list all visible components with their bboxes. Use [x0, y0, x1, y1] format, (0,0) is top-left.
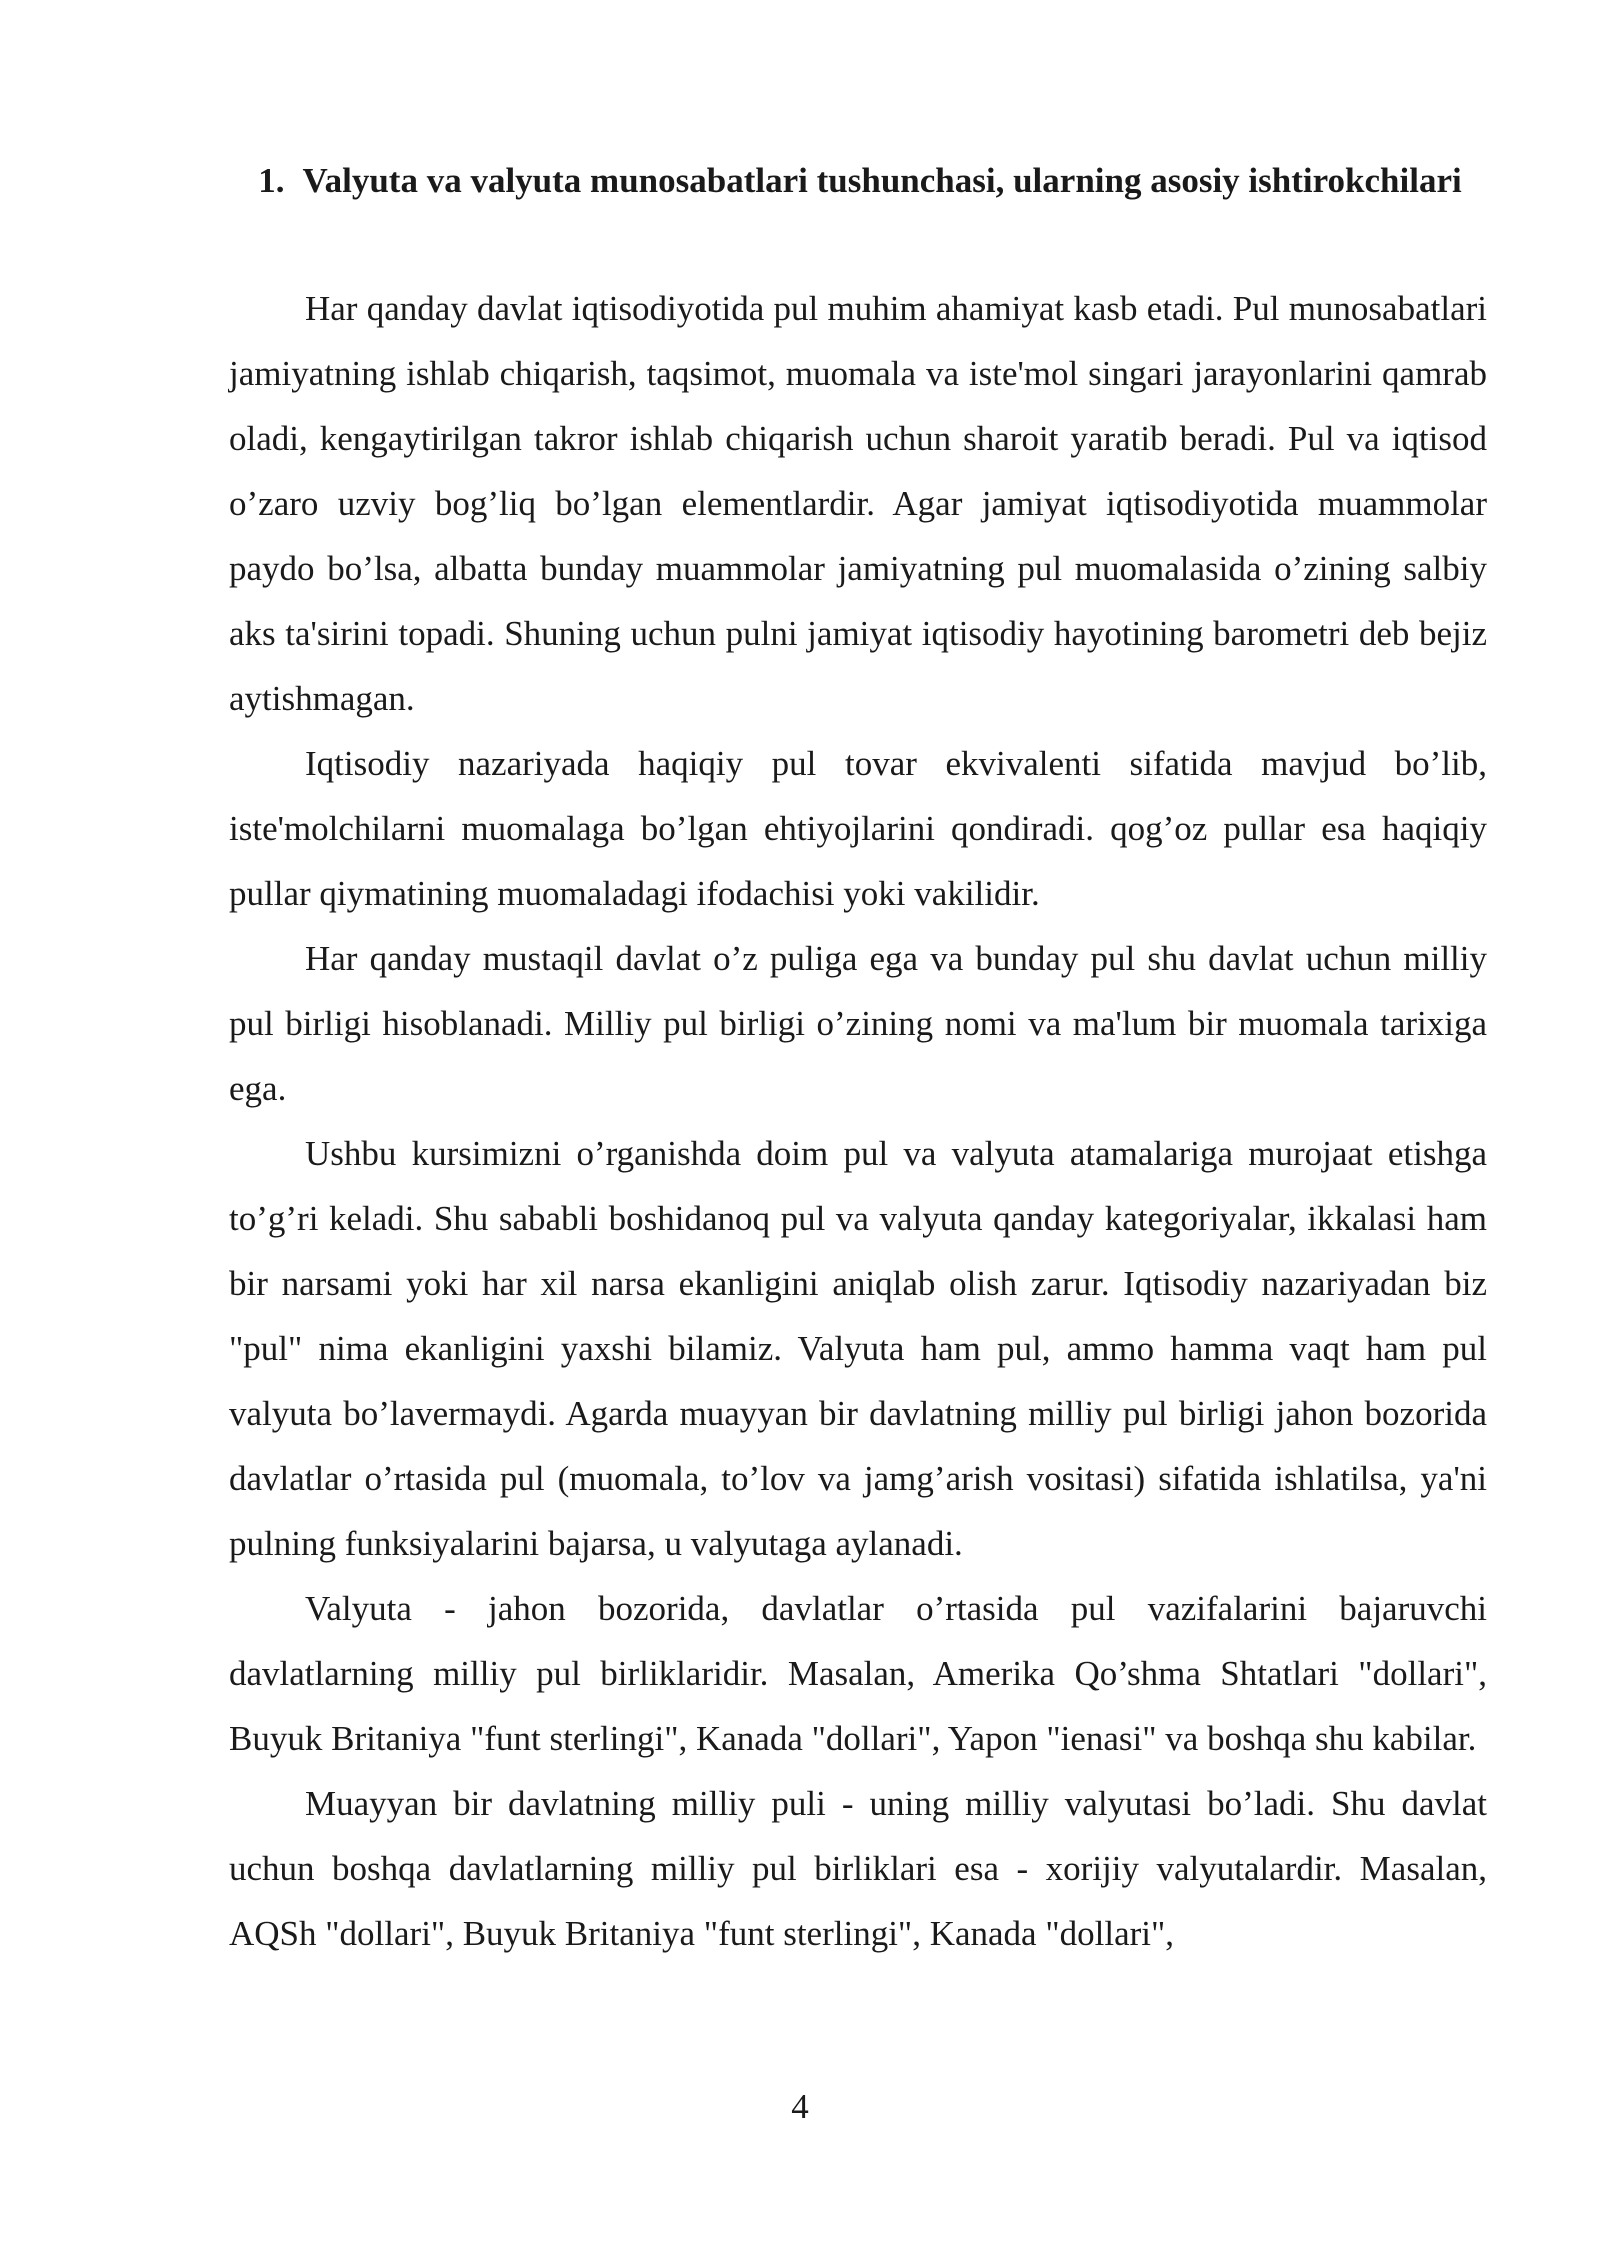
paragraph: Ushbu kursimizni o’rganishda doim pul va valyuta atamalariga murojaat etishga to’g’ri keladi. Shu sababli boshidanoq pul va valyuta qanday kategoriyalar, ikkalasi ham bir narsami yoki har xil narsa ekanligini aniqlab olish zarur. Iqtisodiy nazariyadan biz "pul" nima ekanligini yaxshi bilamiz. Valyuta ham pul, ammo hamma vaqt ham pul valyuta bo’lavermaydi. Agarda muayyan bir davlatning milliy pul birligi jahon bozorida davlatlar o’rtasida pul (muomala, to’lov va jamg’arish vositasi) sifatida ishlatilsa, ya'ni pulning funksiyalarini bajarsa, u valyutaga aylanadi.: [229, 1134, 1487, 1563]
paragraph: Iqtisodiy nazariyada haqiqiy pul tovar ekvivalenti sifatida mavjud bo’lib, iste'molchilarni muomalaga bo’lgan ehtiyojlarini qondiradi. qog’oz pullar esa haqiqiy pullar qiymatining muomaladagi ifodachisi yoki vakilidir.: [229, 744, 1487, 913]
section-heading: [230, 148, 1490, 213]
body-text: [229, 276, 1487, 1966]
paragraph: Har qanday davlat iqtisodiyotida pul muhim ahamiyat kasb etadi. Pul munosabatlari jamiyatning ishlab chiqarish, taqsimot, muomala va iste'mol singari jarayonlarini qamrab oladi, kengaytirilgan takror ishlab chiqarish uchun sharoit yaratib beradi. Pul va iqtisod o’zaro uzviy bog’liq bo’lgan elementlardir. Agar jamiyat iqtisodiyotida muammolar paydo bo’lsa, albatta bunday muammolar jamiyatning pul muomalasida o’zining salbiy aks ta'sirini topadi. Shuning uchun pulni jamiyat iqtisodiy hayotining barometri deb bejiz aytishmagan.: [229, 289, 1487, 718]
paragraph: Valyuta - jahon bozorida, davlatlar o’rtasida pul vazifalarini bajaruvchi davlatlarning milliy pul birliklaridir. Masalan, Amerika Qo’shma Shtatlari "dollari", Buyuk Britaniya "funt sterlingi", Kanada "dollari", Yapon "ienasi" va boshqa shu kabilar.: [229, 1589, 1487, 1758]
paragraph: Muayyan bir davlatning milliy puli - uning milliy valyutasi bo’ladi. Shu davlat uchun boshqa davlatlarning milliy pul birliklari esa - xorijiy valyutalardir. Masalan, AQSh "dollari", Buyuk Britaniya "funt sterlingi", Kanada "dollari",: [229, 1784, 1487, 1953]
section-title: Valyuta va valyuta munosabatlari tushunchasi, ularning asosiy ishtirokchilari: [302, 161, 1462, 200]
section-number: 1.: [258, 161, 285, 200]
paragraph: Har qanday mustaqil davlat o’z puliga ega va bunday pul shu davlat uchun milliy pul birligi hisoblanadi. Milliy pul birligi o’zining nomi va ma'lum bir muomala tarixiga ega.: [229, 939, 1487, 1108]
page-number: 4: [791, 2087, 809, 2126]
